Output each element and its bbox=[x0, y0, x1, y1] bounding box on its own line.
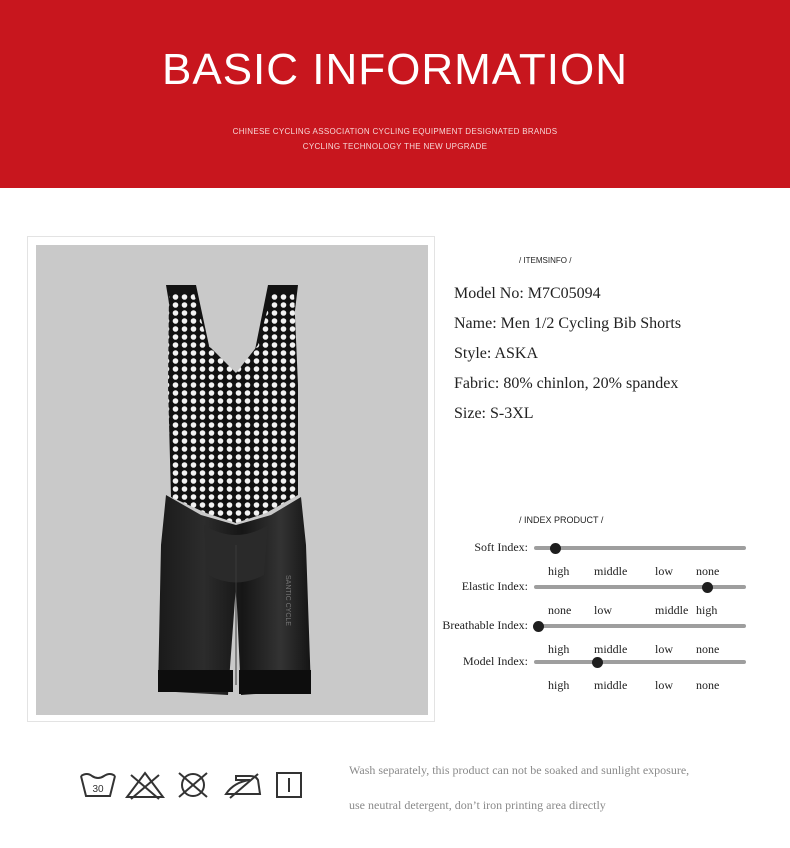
index-scale-label: middle bbox=[655, 603, 689, 617]
brand-print: SANTIC CYCLE bbox=[284, 575, 291, 626]
index-scale-label: none bbox=[548, 603, 572, 617]
index-name: Model Index: bbox=[463, 654, 528, 668]
index-name: Soft Index: bbox=[474, 540, 528, 554]
items-info-label: / ITEMSINFO / bbox=[519, 256, 572, 265]
index-scale-label: high bbox=[548, 678, 570, 692]
index-scale-label: high bbox=[548, 564, 570, 578]
index-level-marker bbox=[592, 657, 603, 668]
header-banner bbox=[0, 0, 790, 188]
line-dry-icon bbox=[274, 770, 304, 800]
index-scale-label: middle bbox=[594, 642, 628, 656]
care-instructions-line1: Wash separately, this product can not be soaked and sunlight exposure, bbox=[349, 763, 690, 777]
index-name: Breathable Index: bbox=[442, 618, 528, 632]
index-scale-label: none bbox=[696, 678, 720, 692]
banner-title: BASIC INFORMATION bbox=[162, 45, 628, 94]
no-tumble-dry-icon bbox=[174, 770, 212, 800]
index-scale-label: low bbox=[594, 603, 612, 617]
index-scale-label: none bbox=[696, 564, 720, 578]
wash-temperature: 30 bbox=[92, 784, 104, 795]
index-bar bbox=[534, 546, 746, 550]
cycling-bib-shorts-image bbox=[36, 245, 428, 715]
index-bar bbox=[534, 585, 746, 589]
index-level-marker bbox=[533, 621, 544, 632]
index-level-marker bbox=[702, 582, 713, 593]
banner-subtitle-line2: CYCLING TECHNOLOGY THE NEW UPGRADE bbox=[302, 142, 488, 151]
no-iron-icon bbox=[222, 770, 264, 800]
product-photo-frame bbox=[27, 236, 435, 722]
product-photo bbox=[36, 245, 428, 715]
banner-subtitle-line1: CHINESE CYCLING ASSOCIATION CYCLING EQUIPMENT DESIGNATED BRANDS bbox=[232, 127, 558, 136]
no-bleach-icon bbox=[123, 770, 167, 800]
product-style: Style: ASKA bbox=[454, 345, 539, 362]
index-bar bbox=[534, 660, 746, 664]
index-bar bbox=[534, 624, 746, 628]
wash-30-icon bbox=[78, 770, 118, 800]
model-number: Model No: M7C05094 bbox=[454, 285, 601, 302]
product-fabric: Fabric: 80% chinlon, 20% spandex bbox=[454, 375, 679, 392]
index-level-marker bbox=[550, 543, 561, 554]
care-instructions-line2: use neutral detergent, don’t iron printing area directly bbox=[349, 798, 606, 812]
index-scale-label: low bbox=[655, 678, 673, 692]
index-product-label: / INDEX PRODUCT / bbox=[519, 515, 604, 525]
product-name: Name: Men 1/2 Cycling Bib Shorts bbox=[454, 315, 682, 332]
index-scale-label: high bbox=[548, 642, 570, 656]
index-scale-label: none bbox=[696, 642, 720, 656]
product-size: Size: S-3XL bbox=[454, 405, 534, 422]
index-scale-label: low bbox=[655, 564, 673, 578]
index-scale-label: middle bbox=[594, 564, 628, 578]
index-scale-label: low bbox=[655, 642, 673, 656]
index-name: Elastic Index: bbox=[461, 579, 528, 593]
index-scale-label: high bbox=[696, 603, 718, 617]
index-scale-label: middle bbox=[594, 678, 628, 692]
